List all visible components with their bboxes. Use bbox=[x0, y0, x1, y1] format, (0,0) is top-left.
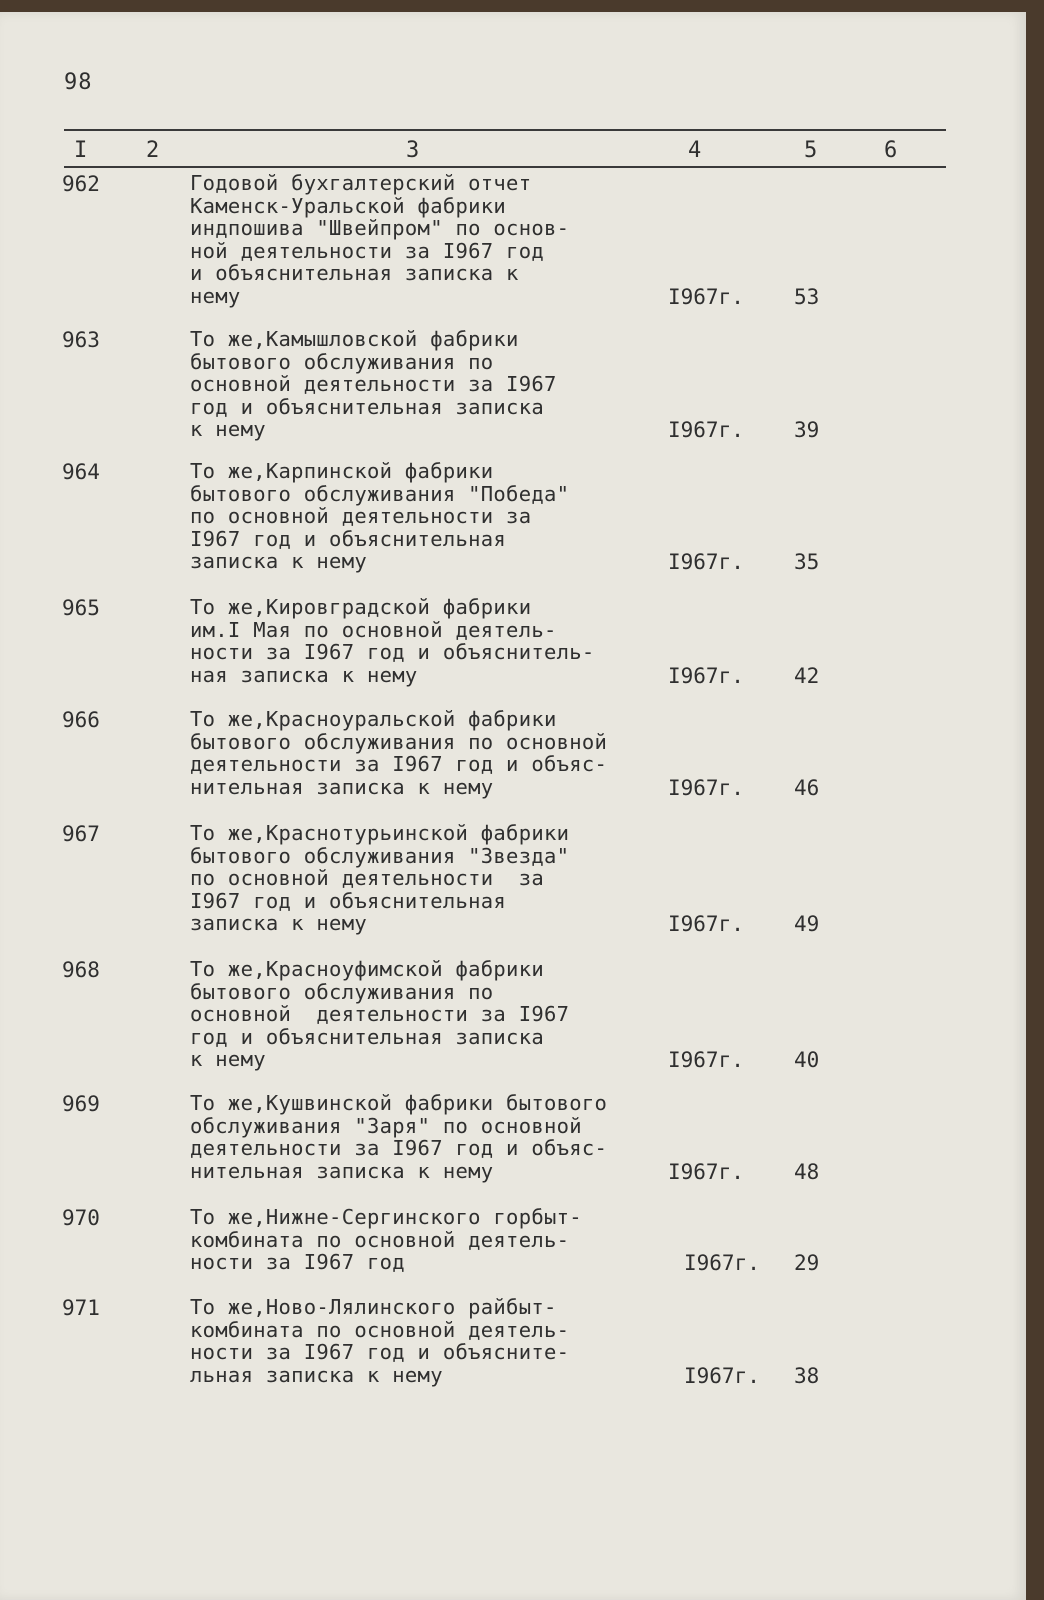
description-line: То же,Краснотурьинской фабрики bbox=[190, 821, 570, 845]
entry-year: I967г. bbox=[668, 418, 744, 442]
description-line: То же,Кировградской фабрики bbox=[190, 595, 532, 619]
description-line: I967 год и объяснительная bbox=[190, 526, 507, 551]
description-line: То же,Камышловской фабрики bbox=[190, 327, 519, 351]
entry-page-count: 39 bbox=[794, 418, 820, 442]
entry-description bbox=[190, 1206, 582, 1274]
description-line: I967 год и объяснительная bbox=[190, 888, 507, 913]
entry-year: I967г. bbox=[668, 912, 744, 936]
description-line: Годовой бухгалтерский отчет bbox=[190, 171, 532, 195]
entry-page-count: 35 bbox=[794, 550, 820, 574]
entry-number: 970 bbox=[62, 1206, 100, 1230]
description-line: бытового обслуживания по bbox=[190, 349, 494, 374]
entry-year: I967г. bbox=[668, 1159, 744, 1184]
entry-page-count: 38 bbox=[794, 1363, 820, 1388]
description-line: бытового обслуживания по основной bbox=[190, 729, 608, 754]
entry-page-count: 40 bbox=[794, 1048, 820, 1072]
description-line: индпошива "Швейпром" по основ- bbox=[190, 216, 570, 240]
entry-number: 967 bbox=[62, 822, 100, 846]
entry-description bbox=[190, 328, 557, 441]
entry-number: 969 bbox=[62, 1092, 100, 1116]
table-header-top-rule bbox=[64, 129, 946, 131]
description-line: им.I Мая по основной деятель- bbox=[190, 617, 557, 642]
entry-number: 963 bbox=[62, 328, 100, 352]
description-line: ности за I967 год и объясните- bbox=[190, 1340, 570, 1364]
entry-year: I967г. bbox=[684, 1251, 760, 1275]
entry-number: 971 bbox=[62, 1296, 100, 1320]
entry-year: I967г. bbox=[684, 1363, 760, 1388]
archive-page bbox=[0, 12, 1026, 1600]
description-line: деятельности за I967 год и объяс- bbox=[190, 752, 608, 776]
column-header-2: 2 bbox=[146, 138, 160, 163]
entry-year: I967г. bbox=[668, 775, 744, 800]
entry-year: I967г. bbox=[668, 284, 744, 309]
description-line: к нему bbox=[190, 417, 266, 441]
description-line: деятельности за I967 год и объяс- bbox=[190, 1136, 608, 1160]
description-line: ности за I967 год bbox=[190, 1250, 405, 1274]
column-header-6: 6 bbox=[884, 138, 898, 163]
description-line: нительная записка к нему bbox=[190, 1158, 494, 1183]
column-header-5: 5 bbox=[804, 138, 818, 163]
description-line: бытового обслуживания "Победа" bbox=[190, 481, 570, 506]
entry-description bbox=[190, 1092, 607, 1182]
page-number: 98 bbox=[64, 70, 93, 95]
entry-year: I967г. bbox=[668, 550, 744, 574]
description-line: и объяснительная записка к bbox=[190, 261, 519, 285]
entry-description bbox=[190, 460, 569, 573]
description-line: То же,Ново-Лялинского райбыт- bbox=[190, 1295, 557, 1319]
entry-page-count: 42 bbox=[794, 663, 820, 688]
entry-number: 964 bbox=[62, 460, 100, 484]
description-line: ности за I967 год и объяснитель- bbox=[190, 640, 595, 664]
entry-number: 965 bbox=[62, 596, 100, 620]
entry-page-count: 29 bbox=[794, 1251, 820, 1275]
entry-number: 962 bbox=[62, 172, 100, 196]
description-line: нему bbox=[190, 283, 241, 308]
entry-description bbox=[190, 596, 595, 686]
entry-page-count: 49 bbox=[794, 912, 820, 936]
description-line: комбината по основной деятель- bbox=[190, 1227, 570, 1252]
entry-year: I967г. bbox=[668, 1048, 744, 1072]
description-line: ная записка к нему bbox=[190, 662, 418, 687]
entry-page-count: 48 bbox=[794, 1159, 820, 1184]
description-line: бытового обслуживания по bbox=[190, 979, 494, 1004]
entry-description bbox=[190, 1296, 569, 1386]
table-header-bottom-rule bbox=[64, 166, 946, 168]
description-line: бытового обслуживания "Звезда" bbox=[190, 843, 570, 868]
description-line: основной деятельности за I967 bbox=[190, 372, 557, 396]
entry-description bbox=[190, 822, 569, 935]
entry-number: 968 bbox=[62, 958, 100, 982]
entry-description bbox=[190, 958, 569, 1071]
description-line: То же,Красноуральской фабрики bbox=[190, 707, 557, 731]
column-header-3: 3 bbox=[406, 138, 420, 163]
description-line: льная записка к нему bbox=[190, 1362, 443, 1387]
description-line: Каменск-Уральской фабрики bbox=[190, 193, 507, 218]
description-line: основной деятельности за I967 bbox=[190, 1002, 570, 1026]
description-line: год и объяснительная записка bbox=[190, 394, 544, 419]
description-line: записка к нему bbox=[190, 549, 367, 573]
entry-description bbox=[190, 172, 569, 307]
column-header-1: I bbox=[74, 138, 88, 163]
description-line: по основной деятельности за bbox=[190, 866, 544, 890]
description-line: комбината по основной деятель- bbox=[190, 1317, 570, 1342]
description-line: То же,Красноуфимской фабрики bbox=[190, 957, 544, 981]
description-line: ной деятельности за I967 год bbox=[190, 238, 544, 263]
entry-page-count: 46 bbox=[794, 775, 820, 800]
description-line: записка к нему bbox=[190, 911, 367, 935]
column-header-4: 4 bbox=[688, 138, 702, 163]
description-line: То же,Кушвинской фабрики бытового bbox=[190, 1091, 608, 1115]
description-line: То же,Карпинской фабрики bbox=[190, 459, 494, 483]
description-line: по основной деятельности за bbox=[190, 504, 532, 528]
description-line: То же,Нижне-Сергинского горбыт- bbox=[190, 1205, 582, 1229]
description-line: год и объяснительная записка bbox=[190, 1024, 544, 1049]
description-line: нительная записка к нему bbox=[190, 774, 494, 799]
entry-number: 966 bbox=[62, 708, 100, 732]
entry-page-count: 53 bbox=[794, 284, 820, 309]
description-line: обслуживания "Заря" по основной bbox=[190, 1113, 582, 1138]
entry-year: I967г. bbox=[668, 663, 744, 688]
entry-description bbox=[190, 708, 607, 798]
description-line: к нему bbox=[190, 1047, 266, 1071]
